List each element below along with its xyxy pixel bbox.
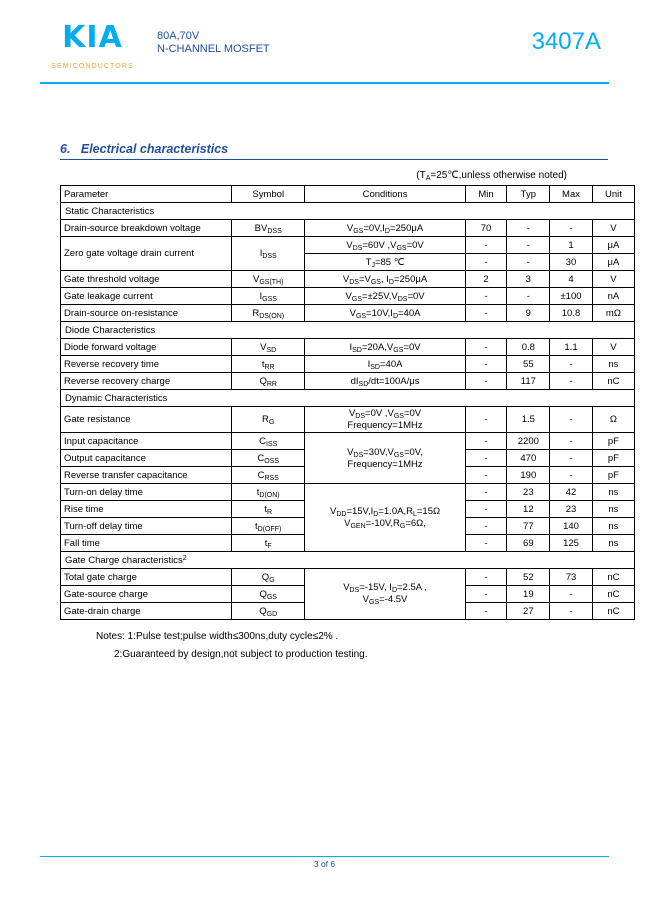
cell-typ: 190 <box>507 467 550 484</box>
cell-conditions: $V_{DD}=15V,I_D=1.0A,R_L=15\Omega$ $V_{GEN}=-10V,R_G=6\Omega$, <box>305 484 465 552</box>
cell-unit: μA <box>592 237 634 254</box>
footnote-1: Notes: 1:Pulse test;pulse width≤300ns,duty cycle≤2% . <box>96 631 339 642</box>
cell-unit: ns <box>592 518 634 535</box>
cell-symbol: $t_{RR}$ <box>231 356 304 373</box>
cell-min: - <box>465 356 507 373</box>
cell-max: 140 <box>550 518 593 535</box>
test-conditions-note: ($T_A=25℃,unless$ otherwise noted) <box>416 170 567 182</box>
cell-unit: Ω <box>592 407 634 433</box>
cell-typ: - <box>507 254 550 271</box>
section-divider <box>60 159 608 160</box>
cell-parameter: Gate leakage current <box>61 288 232 305</box>
section-number: 6. <box>60 142 71 156</box>
product-descriptor <box>145 22 532 56</box>
cell-unit: ns <box>592 501 634 518</box>
cell-symbol: $V_{GS(TH)}$ <box>231 271 304 288</box>
cell-conditions: $V_{GS}=\pm 25V,V_{DS}=0V$ <box>305 288 465 305</box>
table-row <box>61 373 635 390</box>
header-divider <box>40 82 609 84</box>
cell-symbol: $C_{ISS}$ <box>231 433 304 450</box>
table-row <box>61 220 635 237</box>
cell-min: - <box>465 305 507 322</box>
cell-symbol: $t_{D(ON)}$ <box>231 484 304 501</box>
cell-typ: 52 <box>507 569 550 586</box>
cell-symbol: $I_{DSS}$ <box>231 237 304 271</box>
cell-parameter: Diode forward voltage <box>61 339 232 356</box>
cell-typ: 27 <box>507 603 550 620</box>
cell-min: - <box>465 535 507 552</box>
cell-conditions: $T_J=85$ ℃ <box>305 254 465 271</box>
table-row <box>61 484 635 501</box>
group-label-dynamic: Dynamic Characteristics <box>61 390 635 407</box>
cell-max: ±100 <box>550 288 593 305</box>
cell-min: - <box>465 484 507 501</box>
group-label-text: Gate Charge characteristics <box>65 554 183 566</box>
cell-symbol: $C_{RSS}$ <box>231 467 304 484</box>
cell-unit: V <box>592 339 634 356</box>
table-row <box>61 339 635 356</box>
cell-max: - <box>550 407 593 433</box>
cell-parameter: Input capacitance <box>61 433 232 450</box>
page-header <box>40 0 609 94</box>
part-number: 3407A <box>531 28 601 55</box>
col-header-parameter: Parameter <box>61 186 232 203</box>
cell-symbol: $t_{D(OFF)}$ <box>231 518 304 535</box>
cell-max: 10.8 <box>550 305 593 322</box>
cell-typ: 0.8 <box>507 339 550 356</box>
col-header-typ: Typ <box>507 186 550 203</box>
section-heading <box>40 142 609 156</box>
cell-min: - <box>465 450 507 467</box>
footer-divider <box>40 856 609 857</box>
cell-conditions: $V_{DS}=0V$ $,V_{GS}=0V$ Frequency=1MHz <box>305 407 465 433</box>
table-header-row <box>61 186 635 203</box>
cell-unit: pF <box>592 450 634 467</box>
cell-typ: 23 <box>507 484 550 501</box>
col-header-min: Min <box>465 186 507 203</box>
table-row <box>61 271 635 288</box>
cell-parameter: Turn-on delay time <box>61 484 232 501</box>
cell-symbol: $Q_{GS}$ <box>231 586 304 603</box>
cell-max: - <box>550 586 593 603</box>
cell-symbol: $I_{GSS}$ <box>231 288 304 305</box>
cell-unit: pF <box>592 433 634 450</box>
cell-max: - <box>550 467 593 484</box>
cell-typ: - <box>507 237 550 254</box>
cell-typ: - <box>507 220 550 237</box>
cell-min: - <box>465 603 507 620</box>
table-group-row <box>61 390 635 407</box>
cell-max: 4 <box>550 271 593 288</box>
cell-parameter: Drain-source on-resistance <box>61 305 232 322</box>
cell-max: 1.1 <box>550 339 593 356</box>
cell-max: - <box>550 373 593 390</box>
table-row <box>61 237 635 254</box>
cell-min: - <box>465 518 507 535</box>
cell-unit: nC <box>592 603 634 620</box>
cell-min: - <box>465 467 507 484</box>
cell-max: - <box>550 220 593 237</box>
cell-max: 1 <box>550 237 593 254</box>
group-label-gate-charge <box>61 552 635 569</box>
cell-conditions: $dI_{SD}/dt=100A/\mu s$ <box>305 373 465 390</box>
cell-symbol: $V_{SD}$ <box>231 339 304 356</box>
col-header-symbol: Symbol <box>231 186 304 203</box>
cell-typ: 470 <box>507 450 550 467</box>
cell-conditions: $V_{DS}=30V,V_{GS}=0V$, Frequency=1MHz <box>305 433 465 484</box>
cell-symbol: $Q_{GD}$ <box>231 603 304 620</box>
electrical-characteristics-table <box>60 185 635 620</box>
cell-parameter: Gate threshold voltage <box>61 271 232 288</box>
cell-max: - <box>550 433 593 450</box>
page-number: 3 of 6 <box>313 859 336 869</box>
cell-parameter: Reverse recovery time <box>61 356 232 373</box>
cell-max: - <box>550 356 593 373</box>
cell-conditions: $V_{DS}=60V$ $,V_{GS}=0V$ <box>305 237 465 254</box>
cell-parameter: Reverse transfer capacitance <box>61 467 232 484</box>
cell-symbol: $C_{OSS}$ <box>231 450 304 467</box>
cell-parameter: Fall time <box>61 535 232 552</box>
cell-typ: 55 <box>507 356 550 373</box>
cell-min: - <box>465 373 507 390</box>
cell-max: - <box>550 450 593 467</box>
table-group-row <box>61 203 635 220</box>
cell-symbol: $BV_{DSS}$ <box>231 220 304 237</box>
section-electrical-characteristics <box>40 142 609 160</box>
footnotes <box>96 628 609 664</box>
cell-unit: V <box>592 271 634 288</box>
cell-unit: ns <box>592 535 634 552</box>
cell-conditions: $V_{GS}=10V,I_D=40A$ <box>305 305 465 322</box>
cell-min: 70 <box>465 220 507 237</box>
cell-symbol: $R_{DS(ON)}$ <box>231 305 304 322</box>
group-label-footnote: 2 <box>182 554 187 562</box>
cell-conditions: $V_{GS}=0V,I_D=250\mu A$ <box>305 220 465 237</box>
cell-typ: - <box>507 288 550 305</box>
cell-parameter: Rise time <box>61 501 232 518</box>
cell-typ: 117 <box>507 373 550 390</box>
product-rating: 80A,70V <box>157 30 200 42</box>
table-row <box>61 569 635 586</box>
table-group-row <box>61 322 635 339</box>
cell-typ: 3 <box>507 271 550 288</box>
table-group-row <box>61 552 635 569</box>
cell-parameter: Gate-drain charge <box>61 603 232 620</box>
cell-typ: 12 <box>507 501 550 518</box>
table-row <box>61 356 635 373</box>
cell-symbol: $Q_G$ <box>231 569 304 586</box>
cell-unit: nC <box>592 586 634 603</box>
table-row <box>61 433 635 450</box>
cell-max: - <box>550 603 593 620</box>
cell-conditions: $I_{SD}=20A,V_{GS}=0V$ <box>305 339 465 356</box>
cell-max: 30 <box>550 254 593 271</box>
cell-min: - <box>465 501 507 518</box>
cell-typ: 19 <box>507 586 550 603</box>
cell-typ: 69 <box>507 535 550 552</box>
cell-symbol: $t_F$ <box>231 535 304 552</box>
cell-symbol: $Q_{RR}$ <box>231 373 304 390</box>
cell-parameter: Output capacitance <box>61 450 232 467</box>
cell-max: 125 <box>550 535 593 552</box>
table-row <box>61 288 635 305</box>
cell-unit: nC <box>592 569 634 586</box>
part-number-block <box>532 22 609 56</box>
cell-unit: mΩ <box>592 305 634 322</box>
cell-min: - <box>465 569 507 586</box>
cell-min: - <box>465 586 507 603</box>
cell-typ: 1.5 <box>507 407 550 433</box>
cell-symbol: $t_R$ <box>231 501 304 518</box>
cell-min: 2 <box>465 271 507 288</box>
footnote-2: 2:Guaranteed by design,not subject to production testing. <box>114 649 368 660</box>
col-header-max: Max <box>550 186 593 203</box>
cell-typ: 9 <box>507 305 550 322</box>
section-title-text: Electrical characteristics <box>80 142 229 156</box>
cell-parameter: Reverse recovery charge <box>61 373 232 390</box>
group-label-diode: Diode Characteristics <box>61 322 635 339</box>
cell-typ: 77 <box>507 518 550 535</box>
cell-unit: V <box>592 220 634 237</box>
cell-min: - <box>465 254 507 271</box>
cell-conditions: $V_{DS}=-15V$, $I_D=2.5A$ , $V_{GS}=-4.5V$ <box>305 569 465 620</box>
cell-unit: ns <box>592 484 634 501</box>
product-type: N-CHANNEL MOSFET <box>157 43 270 55</box>
cell-unit: ns <box>592 356 634 373</box>
col-header-conditions: Conditions <box>305 186 465 203</box>
cell-unit: μA <box>592 254 634 271</box>
cell-symbol: $R_G$ <box>231 407 304 433</box>
cell-parameter: Turn-off delay time <box>61 518 232 535</box>
cell-unit: pF <box>592 467 634 484</box>
table-row <box>61 407 635 433</box>
logo-wordmark: KIA <box>62 20 123 55</box>
cell-conditions: $I_{SD}=40A$ <box>305 356 465 373</box>
company-logo <box>40 22 145 70</box>
cell-min: - <box>465 237 507 254</box>
cell-parameter: Gate-source charge <box>61 586 232 603</box>
cell-parameter: Total gate charge <box>61 569 232 586</box>
cell-parameter: Gate resistance <box>61 407 232 433</box>
cell-typ: 2200 <box>507 433 550 450</box>
cell-unit: nC <box>592 373 634 390</box>
cell-max: 42 <box>550 484 593 501</box>
page-footer <box>40 856 609 869</box>
cell-min: - <box>465 288 507 305</box>
cell-min: - <box>465 433 507 450</box>
cell-max: 73 <box>550 569 593 586</box>
col-header-unit: Unit <box>592 186 634 203</box>
cell-parameter: Zero gate voltage drain current <box>61 237 232 271</box>
cell-conditions: $V_{DS}=V_{GS}$, $I_D=250\mu A$ <box>305 271 465 288</box>
group-label-static: Static Characteristics <box>61 203 635 220</box>
table-row <box>61 305 635 322</box>
cell-parameter: Drain-source breakdown voltage <box>61 220 232 237</box>
cell-min: - <box>465 407 507 433</box>
cell-min: - <box>465 339 507 356</box>
cell-max: 23 <box>550 501 593 518</box>
logo-tagline: SEMICONDUCTORS <box>51 63 134 70</box>
cell-unit: nA <box>592 288 634 305</box>
